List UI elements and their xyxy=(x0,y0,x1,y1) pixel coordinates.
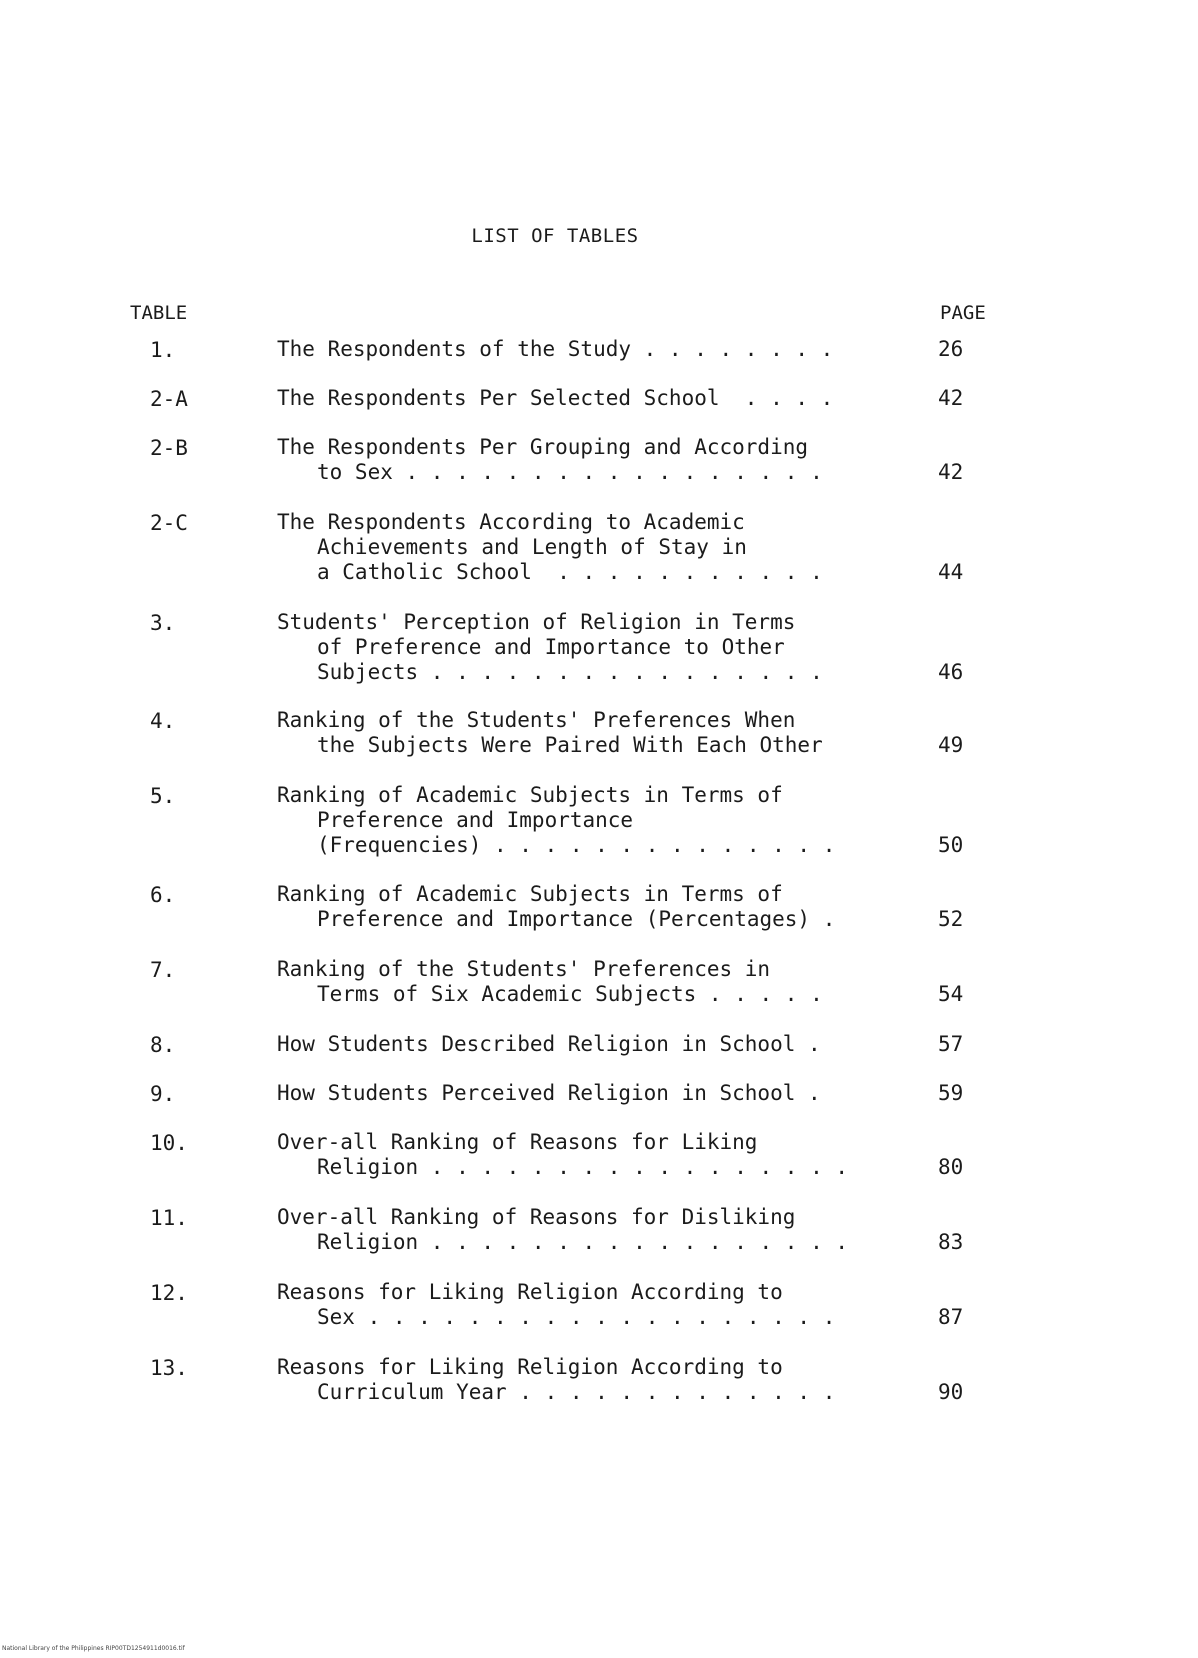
page-number: 49 xyxy=(938,733,964,757)
table-title xyxy=(277,1032,877,1057)
page-number: 42 xyxy=(938,386,964,410)
table-title xyxy=(277,610,877,685)
page-number: 50 xyxy=(938,833,964,857)
table-title-line: Preference and Importance (Percentages) . xyxy=(317,907,836,931)
table-title-line: Religion . . . . . . . . . . . . . . . . . xyxy=(317,1155,849,1179)
table-title-line: Reasons for Liking Religion According to xyxy=(277,1355,783,1379)
page-number: 80 xyxy=(938,1155,964,1179)
table-title xyxy=(277,1081,877,1106)
table-number: 9. xyxy=(150,1082,176,1106)
table-number: 12. xyxy=(150,1281,188,1305)
table-title-line: Religion . . . . . . . . . . . . . . . . . xyxy=(317,1230,849,1254)
table-title xyxy=(277,386,877,411)
table-number: 4. xyxy=(150,709,176,733)
page-number: 57 xyxy=(938,1032,964,1056)
page-number: 83 xyxy=(938,1230,964,1254)
archive-footer: National Library of the Philippines RIP00TD1254911d0016.tif xyxy=(2,1645,185,1652)
page-number: 90 xyxy=(938,1380,964,1404)
table-title-line: How Students Described Religion in School . xyxy=(277,1032,821,1056)
table-title xyxy=(277,1355,877,1405)
table-title-line: (Frequencies) . . . . . . . . . . . . . . xyxy=(317,833,836,857)
table-number: 3. xyxy=(150,611,176,635)
page-number: 87 xyxy=(938,1305,964,1329)
table-title-line: Terms of Six Academic Subjects . . . . . xyxy=(317,982,823,1006)
table-title xyxy=(277,783,877,858)
table-number: 6. xyxy=(150,883,176,907)
table-title xyxy=(277,435,877,485)
page-number: 54 xyxy=(938,982,964,1006)
table-title-line: Sex . . . . . . . . . . . . . . . . . . . xyxy=(317,1305,836,1329)
table-title-line: Curriculum Year . . . . . . . . . . . . . xyxy=(317,1380,836,1404)
table-title-line: Subjects . . . . . . . . . . . . . . . . xyxy=(317,660,823,684)
table-title-line: The Respondents Per Grouping and According xyxy=(277,435,809,459)
table-title xyxy=(277,957,877,1007)
table-title xyxy=(277,708,877,758)
page-number: 42 xyxy=(938,460,964,484)
table-title-line: Ranking of Academic Subjects in Terms of xyxy=(277,882,783,906)
table-title-line: of Preference and Importance to Other xyxy=(317,635,785,659)
table-title-line: Achievements and Length of Stay in xyxy=(317,535,747,559)
table-title-line: Over-all Ranking of Reasons for Liking xyxy=(277,1130,758,1154)
table-number: 2-C xyxy=(150,511,188,535)
table-title-line: Over-all Ranking of Reasons for Disliking xyxy=(277,1205,796,1229)
page-number: 44 xyxy=(938,560,964,584)
page-number: 52 xyxy=(938,907,964,931)
table-title-line: to Sex . . . . . . . . . . . . . . . . . xyxy=(317,460,823,484)
table-title-line: The Respondents of the Study . . . . . . . . xyxy=(277,337,834,361)
table-number: 13. xyxy=(150,1356,188,1380)
table-column-header: TABLE xyxy=(130,302,188,324)
table-number: 7. xyxy=(150,958,176,982)
table-number: 8. xyxy=(150,1033,176,1057)
table-title-line: Preference and Importance xyxy=(317,808,634,832)
table-title xyxy=(277,1205,877,1255)
table-title xyxy=(277,882,877,932)
table-title xyxy=(277,510,877,585)
table-number: 1. xyxy=(150,338,176,362)
table-number: 2-B xyxy=(150,436,188,460)
table-number: 11. xyxy=(150,1206,188,1230)
table-title-line: Ranking of the Students' Preferences When xyxy=(277,708,796,732)
page-number: 26 xyxy=(938,337,964,361)
table-title-line: How Students Perceived Religion in School . xyxy=(277,1081,821,1105)
page-number: 46 xyxy=(938,660,964,684)
page-column-header: PAGE xyxy=(940,302,986,324)
table-title xyxy=(277,337,877,362)
table-title-line: The Respondents According to Academic xyxy=(277,510,745,534)
table-title-line: The Respondents Per Selected School . . . . xyxy=(277,386,834,410)
table-title-line: the Subjects Were Paired With Each Other xyxy=(317,733,823,757)
table-number: 5. xyxy=(150,784,176,808)
table-title xyxy=(277,1130,877,1180)
table-title-line: a Catholic School . . . . . . . . . . . xyxy=(317,560,823,584)
table-number: 10. xyxy=(150,1131,188,1155)
table-title-line: Reasons for Liking Religion According to xyxy=(277,1280,783,1304)
table-number: 2-A xyxy=(150,387,188,411)
table-title-line: Ranking of the Students' Preferences in xyxy=(277,957,771,981)
page-title: LIST OF TABLES xyxy=(471,225,639,247)
table-title xyxy=(277,1280,877,1330)
table-title-line: Ranking of Academic Subjects in Terms of xyxy=(277,783,783,807)
table-title-line: Students' Perception of Religion in Terms xyxy=(277,610,796,634)
page-number: 59 xyxy=(938,1081,964,1105)
